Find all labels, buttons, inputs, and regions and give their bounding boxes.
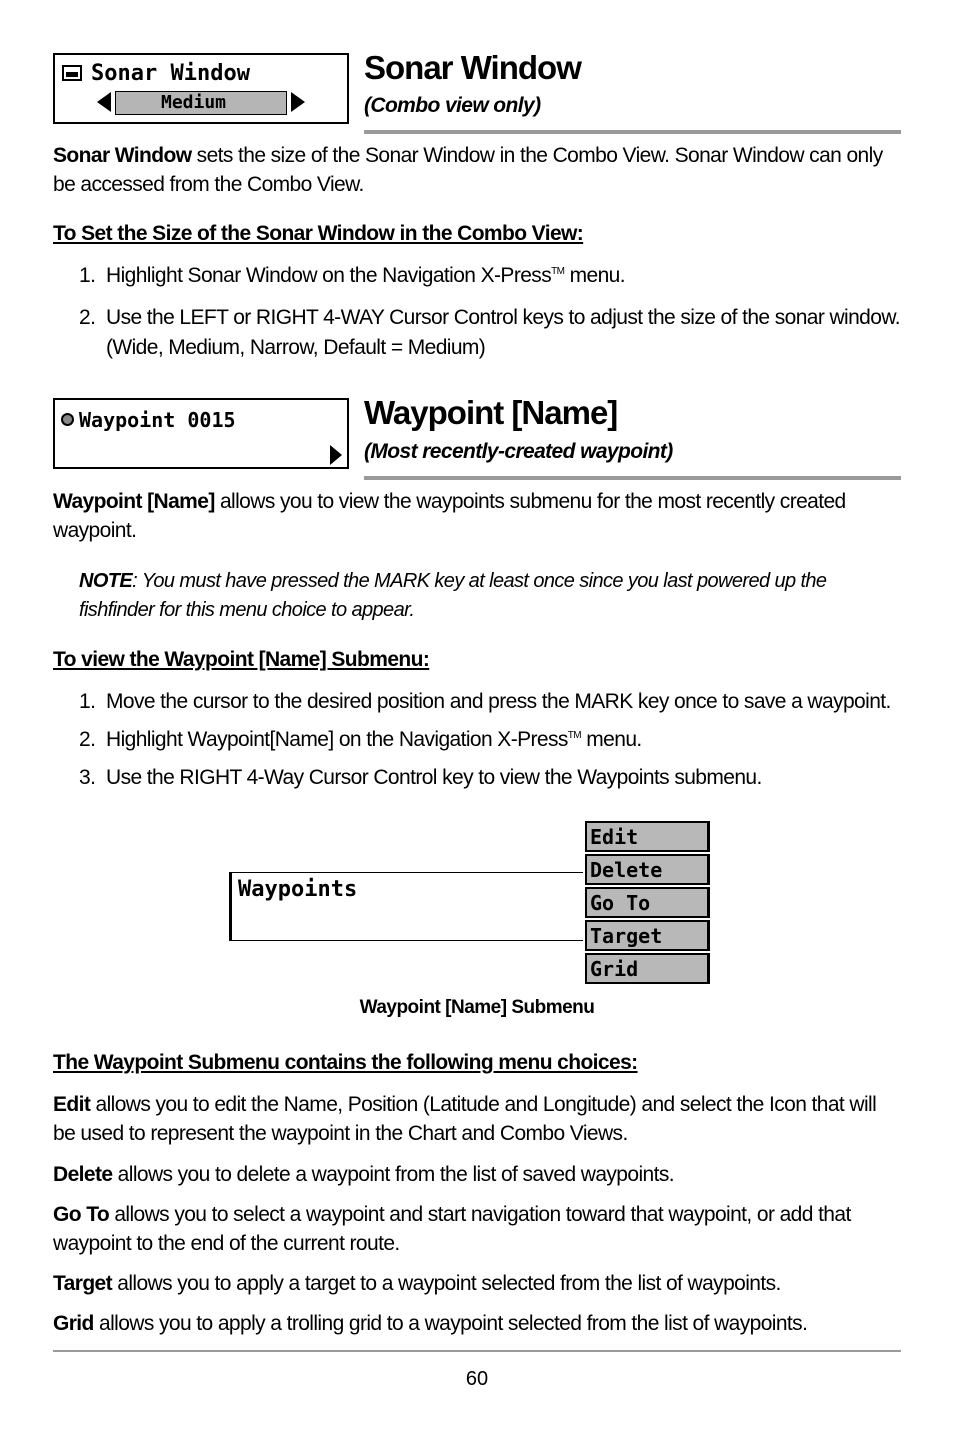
waypoints-menu-label: Waypoints	[238, 877, 358, 902]
submenu-item-target[interactable]: Target	[585, 920, 710, 951]
waypoint-icon	[61, 413, 74, 426]
submenu-item-delete[interactable]: Delete	[585, 854, 710, 885]
waypoint-subheading: (Most recently-created waypoint)	[364, 440, 673, 463]
waypoint-heading: Waypoint [Name]	[364, 394, 618, 431]
submenu-choice-edit: Edit allows you to edit the Name, Position (Latitude and Longitude) and select the Icon that will be used to represent the waypoint in the Chart and Combo Views.	[53, 1093, 877, 1145]
section-rule	[364, 130, 901, 134]
waypoint-procedure-title: To view the Waypoint [Name] Submenu:	[53, 648, 430, 671]
right-arrow-icon	[291, 92, 305, 112]
list-item: 3. Use the RIGHT 4-Way Cursor Control key to view the Waypoints submenu.	[79, 766, 762, 789]
footer-rule	[53, 1350, 901, 1352]
section-rule	[364, 476, 901, 480]
sonar-window-description	[53, 141, 903, 199]
sonar-window-lcd-value: Medium	[161, 92, 227, 113]
submenu-choice-target: Target allows you to apply a target to a waypoint selected from the list of waypoints.	[53, 1272, 781, 1295]
sonar-icon	[62, 65, 82, 81]
waypoint-note	[79, 567, 889, 625]
list-item: 1. Highlight Sonar Window on the Navigation X-Press™ menu.	[79, 264, 625, 287]
page-number: 60	[465, 1368, 489, 1390]
waypoint-desc-text: allows you to view the waypoints submenu for the most recently created waypoint.	[53, 490, 846, 542]
figure-caption: Waypoint [Name] Submenu	[359, 997, 595, 1018]
waypoint-term: Waypoint [Name]	[53, 490, 215, 513]
sonar-window-desc-text: sets the size of the Sonar Window in the Combo View. Sonar Window can only be accessed from the Combo View.	[53, 144, 883, 196]
waypoint-lcd-title: Waypoint 0015	[79, 408, 236, 432]
left-arrow-icon	[97, 92, 111, 112]
sonar-window-heading: Sonar Window	[364, 49, 581, 86]
note-label: NOTE	[79, 570, 133, 592]
submenu-choice-go-to: Go To allows you to select a waypoint and start navigation toward that waypoint, or add that waypoint to the end of the current route.	[53, 1203, 851, 1255]
submenu-item-go-to[interactable]: Go To	[585, 887, 710, 918]
sonar-window-subheading: (Combo view only)	[364, 94, 541, 117]
sonar-window-term: Sonar Window	[53, 144, 192, 167]
sonar-window-procedure-title: To Set the Size of the Sonar Window in the Combo View:	[53, 222, 584, 245]
sonar-window-menu-graphic	[53, 53, 349, 124]
note-text: : You must have pressed the MARK key at least once since you last powered up the fishfinder for this menu choice to appear.	[79, 570, 827, 621]
submenu-choice-grid: Grid allows you to apply a trolling grid to a waypoint selected from the list of waypoints.	[53, 1312, 808, 1335]
list-item: 2. Use the LEFT or RIGHT 4-WAY Cursor Control keys to adjust the size of the sonar window. (Wide, Medium, Narrow, Default = Medium)	[79, 306, 900, 359]
submenu-choices-title: The Waypoint Submenu contains the following menu choices:	[53, 1051, 638, 1074]
submenu-item-grid[interactable]: Grid	[585, 953, 710, 984]
submenu-choice-delete: Delete allows you to delete a waypoint from the list of saved waypoints.	[53, 1163, 674, 1186]
list-item: 2. Highlight Waypoint[Name] on the Navigation X-Press™ menu.	[79, 728, 642, 751]
sonar-window-lcd-title: Sonar Window	[91, 61, 250, 86]
waypoint-description	[53, 487, 903, 545]
waypoints-menu-box	[229, 872, 583, 941]
submenu-item-edit[interactable]: Edit	[585, 821, 710, 852]
waypoint-menu-graphic	[53, 398, 349, 469]
list-item: 1. Move the cursor to the desired position and press the MARK key once to save a waypoint.	[79, 690, 891, 713]
right-arrow-icon	[330, 445, 342, 465]
